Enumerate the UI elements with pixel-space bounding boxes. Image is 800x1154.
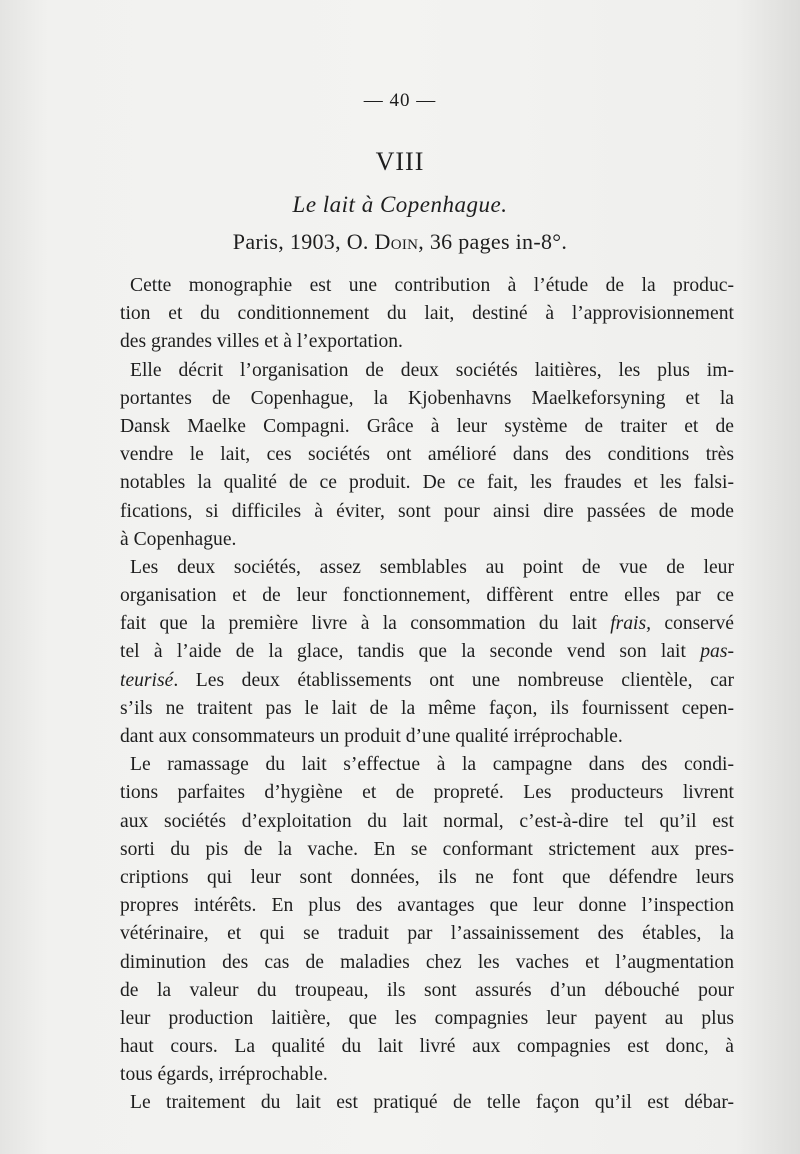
text-line: portantes de Copenhague, la Kjobenhavns Maelkeforsyning et la (120, 387, 734, 409)
text-line: notables la qualité de ce produit. De ce fait, les fraudes et les falsi- (120, 472, 734, 494)
text-line: Cette monographie est une contribution à l’étude de la produc- (130, 275, 734, 296)
text-line: fait que la première livre à la consommation du lait frais, conservé (120, 613, 734, 635)
text-line: organisation et de leur fonctionnement, diffèrent entre elles par ce (120, 585, 734, 607)
work-title: Le lait à Copenhague. (292, 192, 508, 217)
italic-term: teurisé (120, 669, 174, 691)
text-line: criptions qui leur sont données, ils ne font que défendre leurs (120, 866, 734, 888)
publisher-name: Doin (374, 229, 419, 254)
text-line: diminution des cas de maladies chez les vaches et l’augmentation (120, 951, 734, 973)
publication-line (0, 229, 800, 255)
text-line: vendre le lait, ces sociétés ont amélioré dans des conditions très (120, 444, 734, 466)
text-line: dant aux consommateurs un produit d’une qualité irréprochable. (120, 726, 623, 747)
text-line: tous égards, irréprochable. (120, 1064, 328, 1086)
text-line: leur production laitière, que les compagnies leur payent au plus (120, 1007, 734, 1029)
section-number: VIII (375, 147, 425, 176)
text-line: vétérinaire, et qui se traduit par l’assainissement des étables, la (120, 923, 734, 945)
text-line: tion et du conditionnement du lait, destiné à l’approvisionnement (120, 303, 734, 325)
text-line: fications, si difficiles à éviter, sont pour ainsi dire passées de mode (120, 500, 734, 522)
page-number: — 40 — (363, 90, 437, 111)
text-line: des grandes villes et à l’exportation. (120, 331, 403, 353)
text-line: s’ils ne traitent pas le lait de la même façon, ils fournissent cepen- (120, 697, 734, 719)
body-text (120, 272, 734, 1118)
text-line: propres intérêts. En plus des avantages que leur donne l’inspection (120, 895, 734, 917)
text-line: à Copenhague. (120, 528, 237, 550)
text-line: Dansk Maelke Compagni. Grâce à leur système de traiter et de (120, 415, 734, 437)
text-line: tions parfaites d’hygiène et de propreté. Les producteurs livrent (120, 782, 734, 804)
text-line: tel à l’aide de la glace, tandis que la seconde vend son lait pas- (120, 641, 734, 663)
text-line: Elle décrit l’organisation de deux sociétés laitières, les plus im- (130, 359, 734, 381)
text-line: de la valeur du troupeau, ils sont assurés d’un débouché pour (120, 979, 734, 1001)
text-line: Le traitement du lait est pratiqué de telle façon qu’il est débar- (130, 1092, 734, 1114)
italic-term: pas- (700, 641, 734, 663)
text-line: Les deux sociétés, assez semblables au point de vue de leur (130, 556, 734, 578)
publication-place-year: Paris, 1903, O. (232, 229, 369, 254)
text-line: Le ramassage du lait s’effectue à la campagne dans des condi- (130, 754, 734, 776)
text-line: teurisé. Les deux établissements ont une nombreuse clientèle, car (120, 669, 734, 691)
text-line: sorti du pis de la vache. En se conformant strictement aux pres- (120, 838, 734, 860)
text-line: aux sociétés d’exploitation du lait normal, c’est-à-dire tel qu’il est (120, 810, 734, 832)
publication-details: , 36 pages in-8°. (418, 229, 568, 254)
text-line: haut cours. La qualité du lait livré aux compagnies est donc, à (120, 1036, 734, 1058)
italic-term: frais, (610, 613, 652, 635)
